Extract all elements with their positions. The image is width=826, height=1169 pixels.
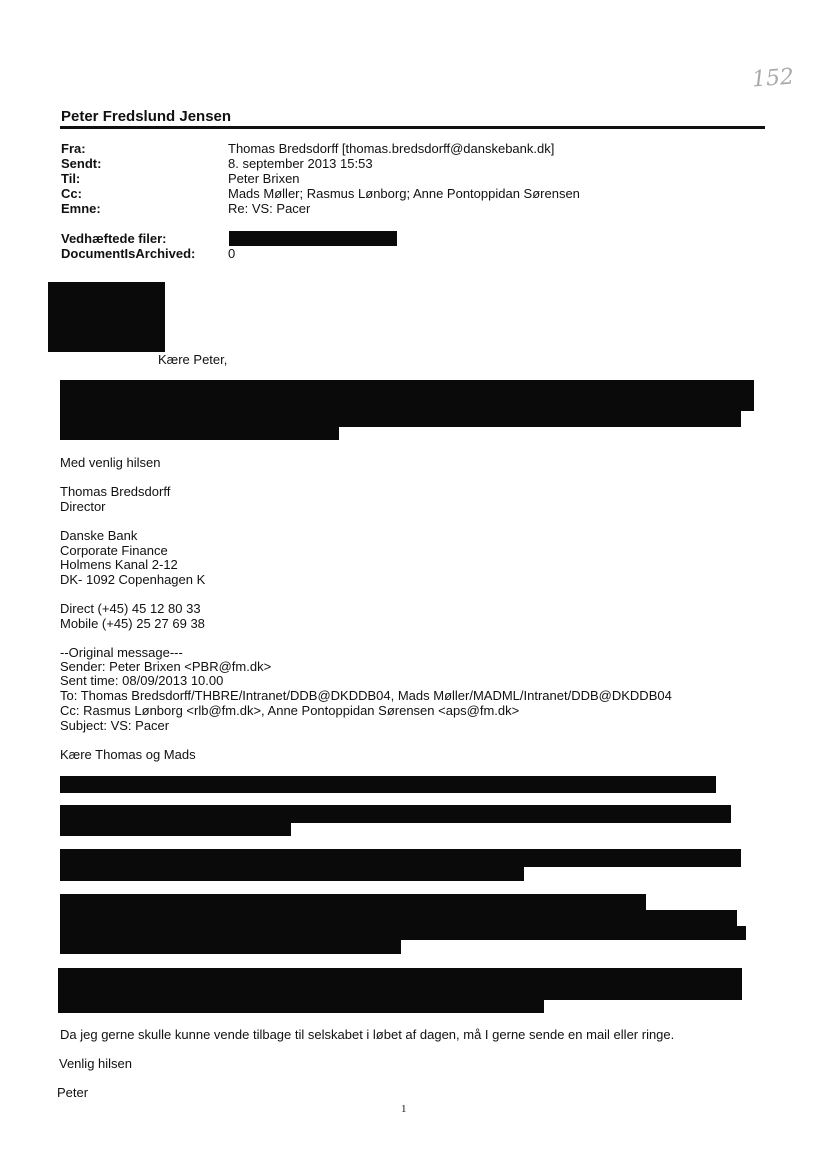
original-sent-time: Sent time: 08/09/2013 10.00 (60, 673, 224, 688)
header-rule (60, 126, 765, 129)
original-subject: Subject: VS: Pacer (60, 718, 170, 733)
redaction-block (60, 410, 741, 427)
redaction-block (60, 426, 339, 440)
owner-name: Peter Fredslund Jensen (61, 108, 232, 125)
greeting: Kære Peter, (158, 352, 228, 367)
handwritten-page-mark: 152 (751, 64, 795, 93)
signature-city: DK- 1092 Copenhagen K (60, 572, 206, 587)
archived-value: 0 (228, 246, 236, 261)
signature-department: Corporate Finance (60, 543, 168, 558)
cc-value: Mads Møller; Rasmus Lønborg; Anne Pontoppidan Sørensen (228, 186, 580, 201)
archived-label: DocumentIsArchived: (61, 246, 196, 261)
from-label: Fra: (61, 141, 86, 156)
signature-mobile-phone: Mobile (+45) 25 27 69 38 (60, 616, 205, 631)
subject-value: Re: VS: Pacer (228, 201, 311, 216)
redaction-block (60, 849, 741, 867)
attachments-redaction (229, 231, 397, 246)
original-greeting: Kære Thomas og Mads (60, 747, 196, 762)
original-cc: Cc: Rasmus Lønborg <rlb@fm.dk>, Anne Pontoppidan Sørensen <aps@fm.dk> (60, 703, 520, 718)
to-value: Peter Brixen (228, 171, 300, 186)
signature-name: Thomas Bredsdorff (60, 484, 171, 499)
original-divider: --Original message--- (60, 645, 183, 660)
redaction-block (60, 910, 737, 927)
redaction-block (48, 282, 165, 352)
signature-title: Director (60, 499, 106, 514)
redaction-block (60, 939, 401, 954)
closing: Med venlig hilsen (60, 455, 161, 470)
sent-label: Sendt: (61, 156, 102, 171)
original-sender-name: Peter (57, 1085, 89, 1100)
subject-label: Emne: (61, 201, 101, 216)
original-sign-off: Venlig hilsen (59, 1056, 132, 1071)
redaction-block (60, 805, 731, 823)
original-sender: Sender: Peter Brixen <PBR@fm.dk> (60, 659, 272, 674)
original-closing-sentence: Da jeg gerne skulle kunne vende tilbage til selskabet i løbet af dagen, må I gerne sende en mail eller ringe. (60, 1027, 675, 1042)
redaction-block (60, 926, 746, 940)
redaction-block (60, 380, 754, 411)
cc-label: Cc: (61, 186, 82, 201)
sent-value: 8. september 2013 15:53 (228, 156, 373, 171)
redaction-block (60, 776, 716, 793)
signature-street: Holmens Kanal 2-12 (60, 557, 178, 572)
redaction-block (60, 822, 291, 836)
page-number: 1 (401, 1103, 407, 1115)
redaction-block (60, 866, 524, 881)
redaction-block (58, 999, 544, 1013)
signature-direct-phone: Direct (+45) 45 12 80 33 (60, 601, 201, 616)
to-label: Til: (61, 171, 81, 186)
redaction-block (60, 894, 646, 911)
from-value: Thomas Bredsdorff [thomas.bredsdorff@danskebank.dk] (228, 141, 555, 156)
attachments-label: Vedhæftede filer: (61, 231, 167, 246)
original-to: To: Thomas Bredsdorff/THBRE/Intranet/DDB@DKDDB04, Mads Møller/MADML/Intranet/DDB@DKDDB04 (60, 688, 672, 703)
redaction-block (58, 968, 742, 1000)
signature-company: Danske Bank (60, 528, 138, 543)
